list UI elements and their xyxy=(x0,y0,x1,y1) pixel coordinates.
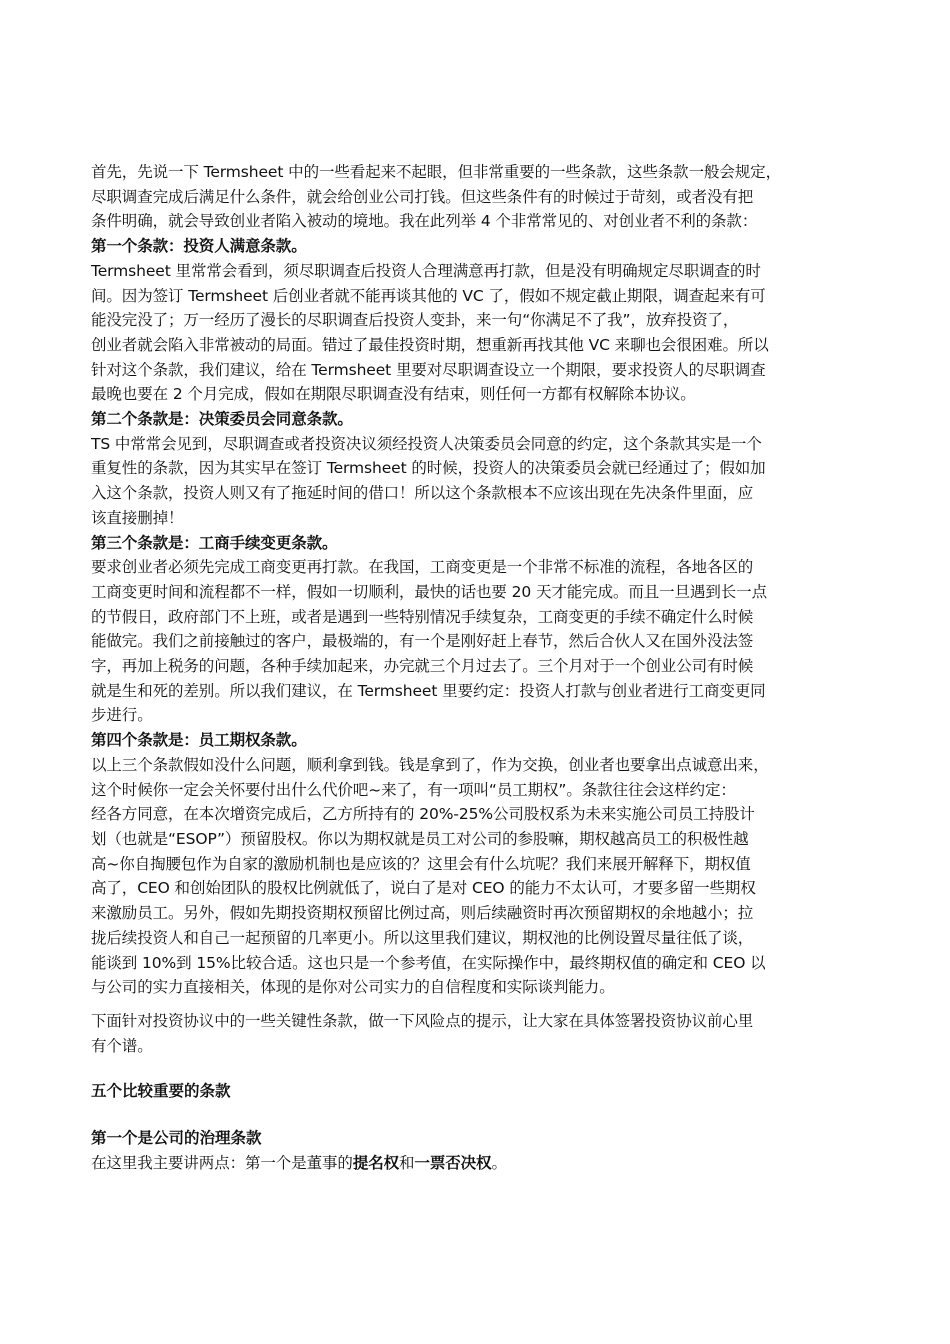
clause3-line: 能做完。我们之前接触过的客户，最极端的，有一个是刚好赶上春节，然后合伙人又在国外没法签 xyxy=(91,632,754,651)
governance-heading: 第一个是公司的治理条款 xyxy=(91,1129,262,1148)
clause2-line: 重复性的条款，因为其实早在签订 Termsheet 的时候，投资人的决策委员会就已经通过了；假如加 xyxy=(91,459,766,478)
intro-paragraph xyxy=(91,160,871,234)
intro-line: 首先，先说一下 Termsheet 中的一些看起来不起眼，但非常重要的一些条款，这些条款一般会规定， xyxy=(91,163,781,181)
clause2-line: 入这个条款，投资人则又有了拖延时间的借口！所以这个条款根本不应该出现在先决条件里面，应 xyxy=(91,484,754,503)
clause1-line: 针对这个条款，我们建议，给在 Termsheet 里要对尽职调查设立一个期限，要求投资人的尽职调查 xyxy=(91,360,766,379)
section-title: 五个比较重要的条款 xyxy=(91,1082,231,1101)
clause2-paragraph xyxy=(91,432,871,531)
clause1-line: Termsheet 里常常会看到，须尽职调查后投资人合理满意再打款，但是没有明确规定尽职调查的时 xyxy=(91,261,761,280)
clause4-line: 这个时候你一定会关怀要付出什么代价吧~来了，有一项叫“员工期权”。条款往往会这样约定： xyxy=(91,780,736,799)
clause2-line: 该直接删掉！ xyxy=(91,508,184,527)
clause4-line: 来激励员工。另外，假如先期投资期权预留比例过高，则后续融资时再次预留期权的余地越小；拉 xyxy=(91,904,754,923)
transition-line: 下面针对投资协议中的一些关键性条款，做一下风险点的提示，让大家在具体签署投资协议前心里 xyxy=(91,1011,754,1030)
clause4-line: 高了，CEO 和创始团队的股权比例就低了，说白了是对 CEO 的能力不太认可，才要多留一些期权 xyxy=(91,879,756,898)
transition-paragraph xyxy=(91,1009,871,1058)
clause2-line: TS 中常常会见到，尽职调查或者投资决议须经投资人决策委员会同意的约定，这个条款其实是一个 xyxy=(91,434,762,453)
clause1-line: 间。因为签订 Termsheet 后创业者就不能再谈其他的 VC 了，假如不规定截止期限，调查起来有可 xyxy=(91,286,766,305)
governance-prefix: 在这里我主要讲两点：第一个是董事的 xyxy=(91,1153,353,1172)
clause4-line: 划（也就是“ESOP”）预留股权。你以为期权就是员工对公司的参股嘛，期权越高员工的积极性越 xyxy=(91,829,749,848)
nomination-right-term: 提名权 xyxy=(352,1153,400,1172)
clause1-line: 能没完没了；万一经历了漫长的尽职调查后投资人变卦，来一句“你满足不了我”，放弃投资了， xyxy=(91,311,739,330)
clause2-heading: 第二个条款是：决策委员会同意条款。 xyxy=(91,410,353,429)
intro-line: 尽职调查完成后满足什么条件，就会给创业公司打钱。但这些条件有的时候过于苛刻，或者没有把 xyxy=(91,187,754,206)
clause4-line: 高~你自掏腰包作为自家的激励机制也是应该的？这里会有什么坑呢？我们来展开解释下，期权值 xyxy=(91,854,751,873)
clause1-heading: 第一个条款：投资人满意条款。 xyxy=(91,237,307,256)
governance-conjunction: 和 xyxy=(399,1153,415,1172)
clause4-paragraph xyxy=(91,753,871,1000)
spacer xyxy=(91,1000,871,1009)
governance-paragraph xyxy=(91,1151,871,1176)
clause4-line: 以上三个条款假如没什么问题，顺利拿到钱。钱是拿到了，作为交换，创业者也要拿出点诚意出来， xyxy=(91,755,769,774)
clause1-line: 创业者就会陷入非常被动的局面。错过了最佳投资时期，想重新再找其他 VC 来聊也会很困难。所以 xyxy=(91,335,769,354)
clause3-line: 工商变更时间和流程都不一样，假如一切顺利，最快的话也要 20 天才能完成。而且一旦遇到长一点 xyxy=(91,582,767,601)
clause3-line: 字，再加上税务的问题，各种手续加起来，办完就三个月过去了。三个月对于一个创业公司有时候 xyxy=(91,657,754,676)
clause4-line: 能谈到 10%到 15%比较合适。这也只是一个参考值，在实际操作中，最终期权值的确定和 CEO 以 xyxy=(91,953,766,972)
clause4-line: 拢后续投资人和自己一起预留的几率更小。所以这里我们建议，期权池的比例设置尽量往低了谈， xyxy=(91,928,754,947)
clause4-line: 与公司的实力直接相关，体现的是你对公司实力的自信程度和实际谈判能力。 xyxy=(91,978,615,997)
clause3-line: 要求创业者必须先完成工商变更再打款。在我国，工商变更是一个非常不标准的流程，各地各区的 xyxy=(91,558,754,577)
clause3-heading: 第三个条款是：工商手续变更条款。 xyxy=(91,533,338,552)
spacer xyxy=(91,1104,871,1126)
clause3-line: 的节假日，政府部门不上班，或者是遇到一些特别情况手续复杂，工商变更的手续不确定什么时候 xyxy=(91,607,754,626)
document-body xyxy=(91,160,871,1175)
clause4-line: 经各方同意，在本次增资完成后，乙方所持有的 20%-25%公司股权系为未来实施公司员工持股计 xyxy=(91,805,755,824)
governance-suffix: 。 xyxy=(491,1153,507,1172)
veto-right-term: 一票否决权 xyxy=(414,1153,492,1172)
clause1-paragraph xyxy=(91,259,871,407)
clause3-paragraph xyxy=(91,555,871,728)
clause3-line: 步进行。 xyxy=(91,706,153,725)
spacer xyxy=(91,1058,871,1079)
transition-line: 有个谱。 xyxy=(91,1036,153,1055)
intro-line: 条件明确，就会导致创业者陷入被动的境地。我在此列举 4 个非常常见的、对创业者不利的条款： xyxy=(91,212,758,231)
clause3-line: 就是生和死的差别。所以我们建议，在 Termsheet 里要约定：投资人打款与创业者进行工商变更同 xyxy=(91,681,766,700)
clause4-heading: 第四个条款是：员工期权条款。 xyxy=(91,731,307,750)
clause1-line: 最晚也要在 2 个月完成，假如在期限尽职调查没有结束，则任何一方都有权解除本协议。 xyxy=(91,385,696,404)
